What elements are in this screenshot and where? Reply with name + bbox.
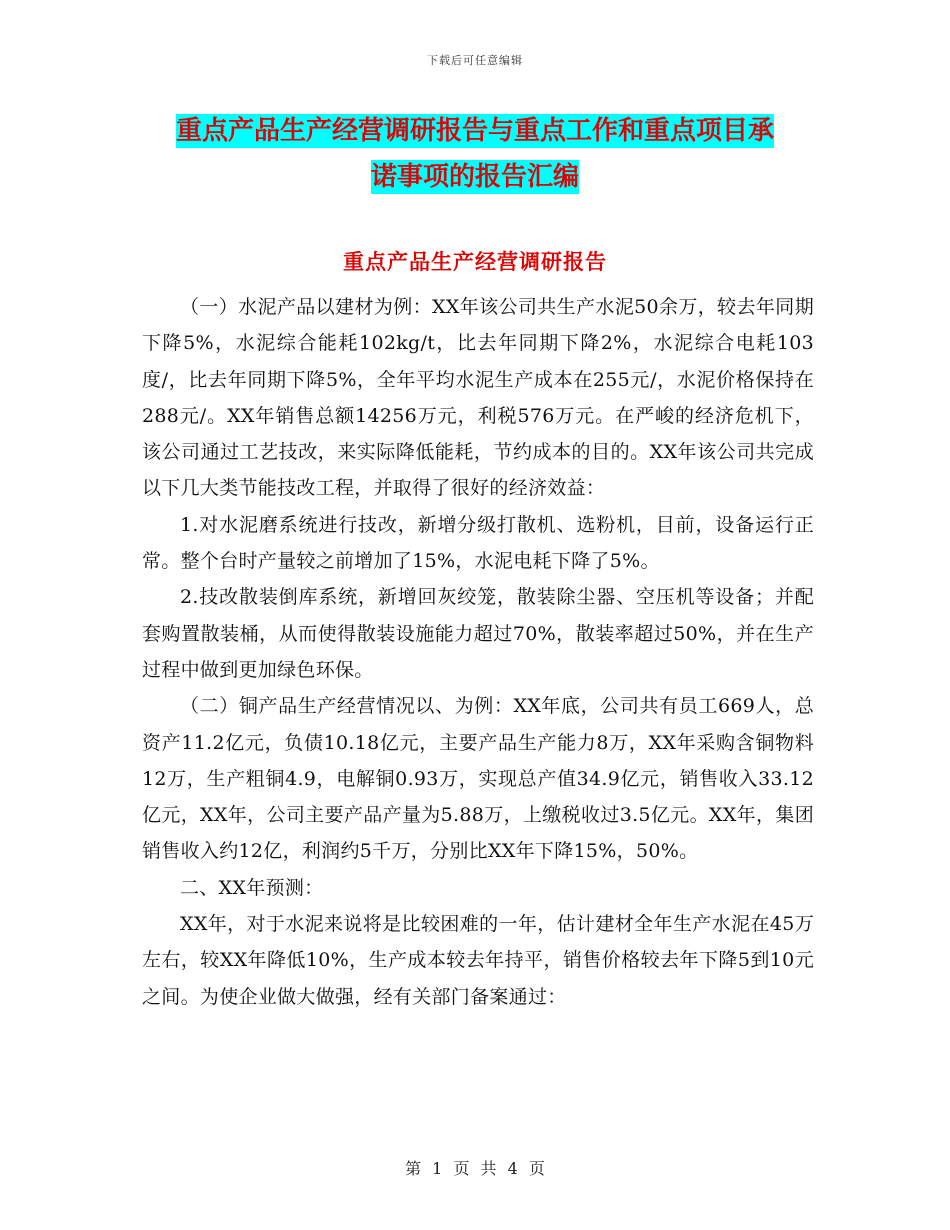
section-title: 重点产品生产经营调研报告 <box>343 249 607 274</box>
document-title-line-1: 重点产品生产经营调研报告与重点工作和重点项目承 <box>175 116 774 146</box>
page-header-note: 下载后可任意编辑 <box>427 54 523 67</box>
page-number-footer: 第 1 页 共 4 页 <box>405 1159 545 1178</box>
document-title-line-2: 诺事项的报告汇编 <box>370 162 579 192</box>
paragraph-cement-overview: （一）水泥产品以建材为例：XX年该公司共生产水泥50余万，较去年同期下降5%，水泥综合能耗102kg/t，比去年同期下降2%，水泥综合电耗103度/，比去年同期下降5%，全年平均水泥生产成本在255元/，水泥价格保持在288元/。XX年销售总额14256万元，利税576万元。在严峻的经济危机下，该公司通过工艺技改，来实际降低能耗，节约成本的目的。XX年该公司共完成以下几大类节能技改工程，并取得了很好的经济效益： <box>142 296 814 500</box>
paragraph-copper-overview: （二）铜产品生产经营情况以、为例：XX年底，公司共有员工669人，总资产11.2亿元，负债10.18亿元，主要产品生产能力8万，XX年采购含铜物料12万，生产粗铜4.9，电解铜0.93万，实现总产值34.9亿元，销售收入33.12亿元，XX年，公司主要产品产量为5.88万，上缴税收过3.5亿元。XX年，集团销售收入约12亿，利润约5千万，分别比XX年下降15%，50%。 <box>142 695 814 863</box>
paragraph-item-2: 2.技改散装倒库系统，新增回灰绞笼，散装除尘器、空压机等设备；并配套购置散装桶，从而使得散装设施能力超过70%，散装率超过50%，并在生产过程中做到更加绿色环保。 <box>142 586 814 681</box>
document-body <box>142 289 814 1015</box>
document-title <box>150 108 800 200</box>
paragraph-forecast-heading: 二、XX年预测： <box>180 876 324 899</box>
paragraph-forecast: XX年，对于水泥来说将是比较困难的一年，估计建材全年生产水泥在45万左右，较XX年降低10%，生产成本较去年持平，销售价格较去年下降5到10元之间。为使企业做大做强，经有关部门备案通过： <box>142 913 814 1008</box>
paragraph-item-1: 1.对水泥磨系统进行技改，新增分级打散机、选粉机，目前，设备运行正常。整个台时产量较之前增加了15%，水泥电耗下降了5%。 <box>142 513 814 573</box>
